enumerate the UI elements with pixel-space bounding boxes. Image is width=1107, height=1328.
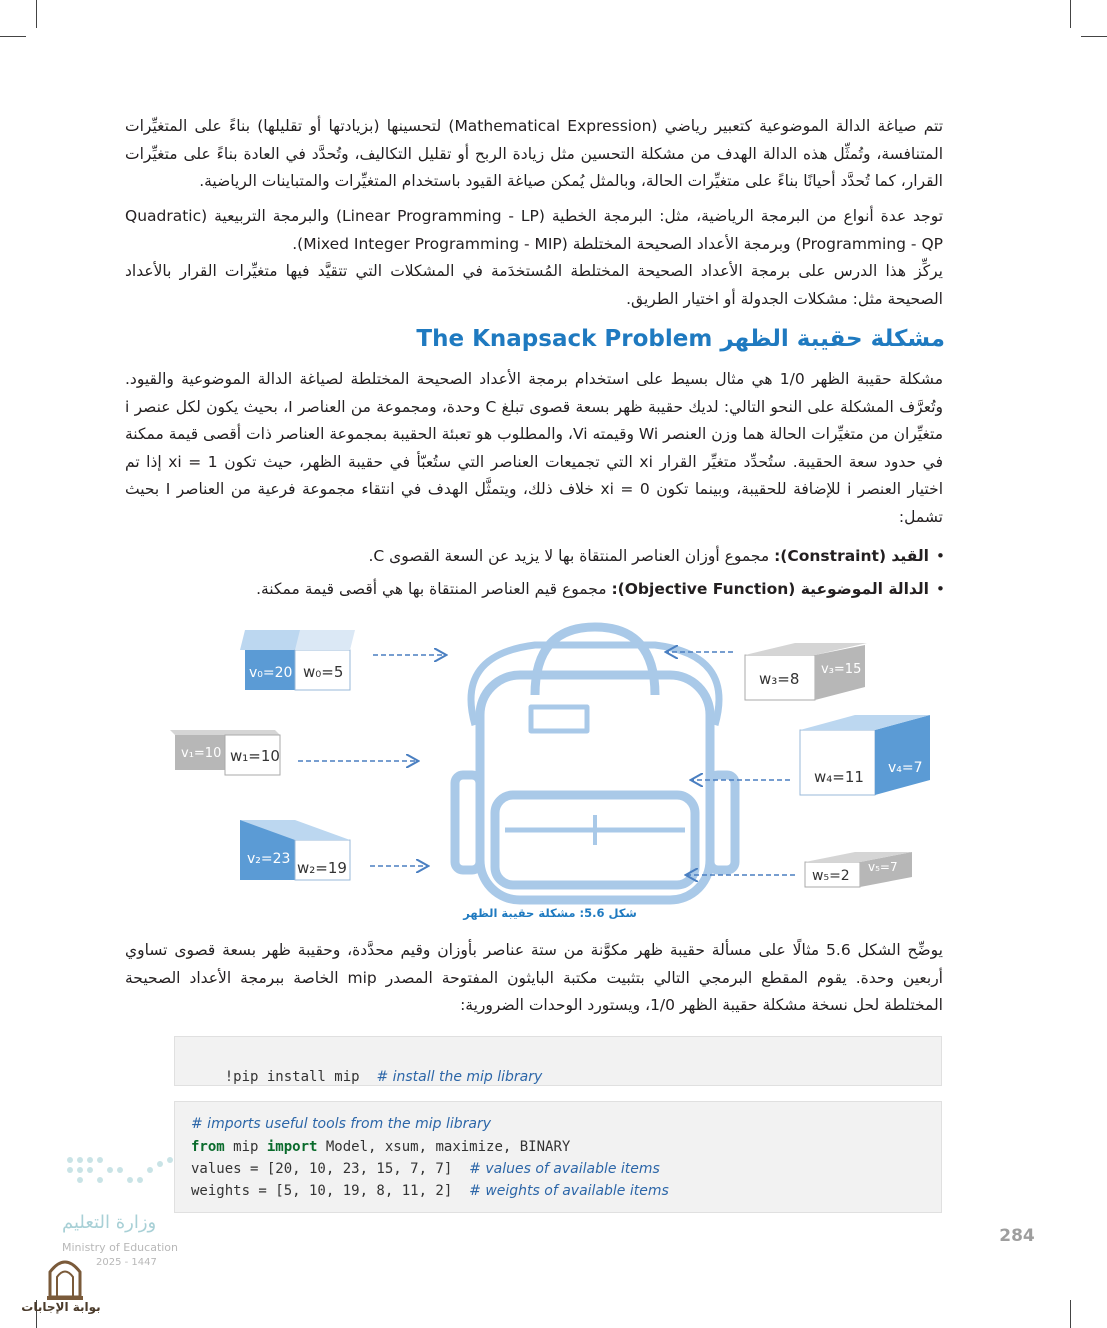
ministry-name-ar: وزارة التعليم — [62, 1212, 157, 1233]
code-line — [191, 1053, 542, 1101]
figure-caption: شكل 5.6: مشكلة حقيبة الظهر — [463, 906, 637, 920]
item-box-2 — [240, 820, 350, 880]
ministry-name-en: Ministry of Education — [62, 1241, 179, 1254]
paragraph-programming-types — [125, 203, 943, 258]
item-weight-label: w₃=8 — [759, 670, 800, 688]
code-line — [191, 1139, 570, 1155]
code-comment: # imports useful tools from the mip library — [191, 1116, 491, 1132]
bullet-list — [125, 540, 957, 606]
item-value-label: v₂=23 — [247, 851, 291, 867]
code-keyword: from — [191, 1139, 225, 1155]
code-command: !pip install mip — [224, 1069, 360, 1085]
paragraph-lesson-focus — [125, 258, 943, 313]
code-block-imports — [174, 1101, 942, 1213]
crop-mark — [0, 36, 26, 37]
item-box-3 — [745, 643, 867, 700]
knapsack-figure — [155, 615, 955, 915]
paragraph-knapsack-definition — [125, 366, 943, 531]
ministry-year: 2025 - 1447 — [96, 1257, 157, 1268]
item-value-label: v₁=10 — [181, 746, 222, 761]
paragraph-text: مشكلة حقيبة الظهر 1/0 هي مثال بسيط على استخدام برمجة الأعداد الصحيحة المختلطة لصياغة الدالة الموضوعية والقيود. وتُعرَّف المشكلة على النحو التالي: لديك حقيبة ظهر بسعة قصوى تبلغ C وحدة، ومجموعة من العناصر I، بحيث يكون لكل عنصر i متغيِّران من متغيِّرات الحالة هما وزن العنصر Wi وقيمته Vi، والمطلوب هو تعبئة الحقيبة بمجموعة العناصر ذات أقصى قيمة ممكنة في حدود سعة الحقيبة. ستُحدِّد متغيِّر القرار xi التي تجميعات العناصر التي ستُعبّأ في حقيبة الظهر، حيث تكون xi = 1 إذا تم اختيار العنصر i للإضافة للحقيبة، وبينما تكون xi = 0 خلاف ذلك، ويتمثَّل الهدف في انتقاء مجموعة فرعية من العناصر I بحيث تشمل: — [125, 370, 944, 526]
item-weight-label: w₄=11 — [814, 768, 864, 786]
item-value-label: v₅=7 — [868, 860, 898, 874]
code-line — [191, 1116, 491, 1132]
bullet-objective — [125, 573, 943, 606]
bullet-label: الدالة الموضوعية (Objective Function): — [611, 580, 929, 598]
item-value-label: v₃=15 — [821, 662, 862, 677]
code-comment: # weights of available items — [469, 1183, 669, 1199]
page-number: 284 — [999, 1226, 1035, 1246]
code-line — [191, 1183, 669, 1199]
code-comment: # values of available items — [469, 1161, 660, 1177]
item-weight-label: w₂=19 — [297, 859, 347, 877]
paragraph-figure-explanation — [125, 937, 943, 1020]
item-weight-label: w₀=5 — [303, 663, 344, 681]
bullet-text: مجموع قيم العناصر المنتقاة بها هي أقصى قيمة ممكنة. — [256, 580, 607, 598]
item-box-5 — [805, 852, 912, 887]
gate-label: بوابة الإجابات — [21, 1300, 101, 1314]
paragraph-text: تتم صياغة الدالة الموضوعية كتعبير رياضي (Mathematical Expression) لتحسينها (بزيادتها أو تقليلها) بناءً على المتغيِّرات المتنافسة، وتُمثِّل هذه الدالة الهدف من مشكلة التحسين مثل زيادة الربح أو تقليل التكاليف، وتُحدَّد في العادة بناءً على متغيِّرات القرار، كما تُحدَّد أحيانًا بناءً على متغيِّرات الحالة، وبالمثل يُمكن صياغة القيود باستخدام المتغيِّرات والمتباينات الرياضية. — [125, 117, 944, 190]
bullet-label: القيد (Constraint): — [774, 547, 929, 565]
code-module: mip — [224, 1139, 267, 1155]
bullet-constraint — [125, 540, 943, 573]
paragraph-objective-function — [125, 113, 943, 196]
item-weight-label: w₅=2 — [812, 868, 850, 884]
item-value-label: v₄=7 — [888, 760, 923, 776]
code-block-install — [174, 1036, 942, 1086]
paragraph-text: يركِّز هذا الدرس على برمجة الأعداد الصحيحة المختلطة المُستخدَمة في المشكلات التي تتقيَّد فيها متغيِّرات القرار بالأعداد الصحيحة مثل: مشكلات الجدولة أو اختيار الطريق. — [125, 262, 943, 308]
item-box-1 — [170, 730, 280, 775]
section-title: مشكلة حقيبة الظهر The Knapsack Problem — [416, 326, 945, 352]
item-box-0 — [240, 630, 355, 690]
code-line — [191, 1161, 660, 1177]
bullet-text: مجموع أوزان العناصر المنتقاة بها لا يزيد عن السعة القصوى C. — [368, 547, 770, 565]
paragraph-text: يوضِّح الشكل 5.6 مثالًا على مسألة حقيبة ظهر مكوَّنة من ستة عناصر بأوزان وقيم محدَّدة، وحقيبة ظهر بسعة قصوى تساوي أربعين وحدة. يقوم المقطع البرمجي التالي بتثبيت مكتبة البايثون المفتوحة المصدر mip الخاصة ببرمجة الأعداد الصحيحة المختلطة لحل نسخة مشكلة حقيبة الظهر 1/0، ويستورد الوحدات الضرورية: — [125, 941, 943, 1014]
crop-mark — [36, 0, 37, 28]
crop-mark — [1081, 36, 1107, 37]
item-value-label: v₀=20 — [249, 665, 293, 681]
paragraph-text: توجد عدة أنواع من البرمجة الرياضية، مثل: البرمجة الخطية (Linear Programming - LP) والبرمجة التربيعية (Quadratic Programming - QP) وبرمجة الأعداد الصحيحة المختلطة (Mixed Integer Programming - MIP). — [125, 207, 944, 253]
crop-mark — [1070, 0, 1071, 28]
code-comment: # install the mip library — [376, 1069, 543, 1085]
code-names: Model, xsum, maximize, BINARY — [317, 1139, 571, 1155]
code-values: values = [20, 10, 23, 15, 7, 7] — [191, 1161, 453, 1177]
code-keyword: import — [266, 1139, 318, 1155]
item-weight-label: w₁=10 — [230, 747, 280, 765]
backpack-icon — [455, 627, 735, 900]
item-box-4 — [800, 715, 930, 795]
code-weights: weights = [5, 10, 19, 8, 11, 2] — [191, 1183, 453, 1199]
crop-mark — [1070, 1300, 1071, 1328]
